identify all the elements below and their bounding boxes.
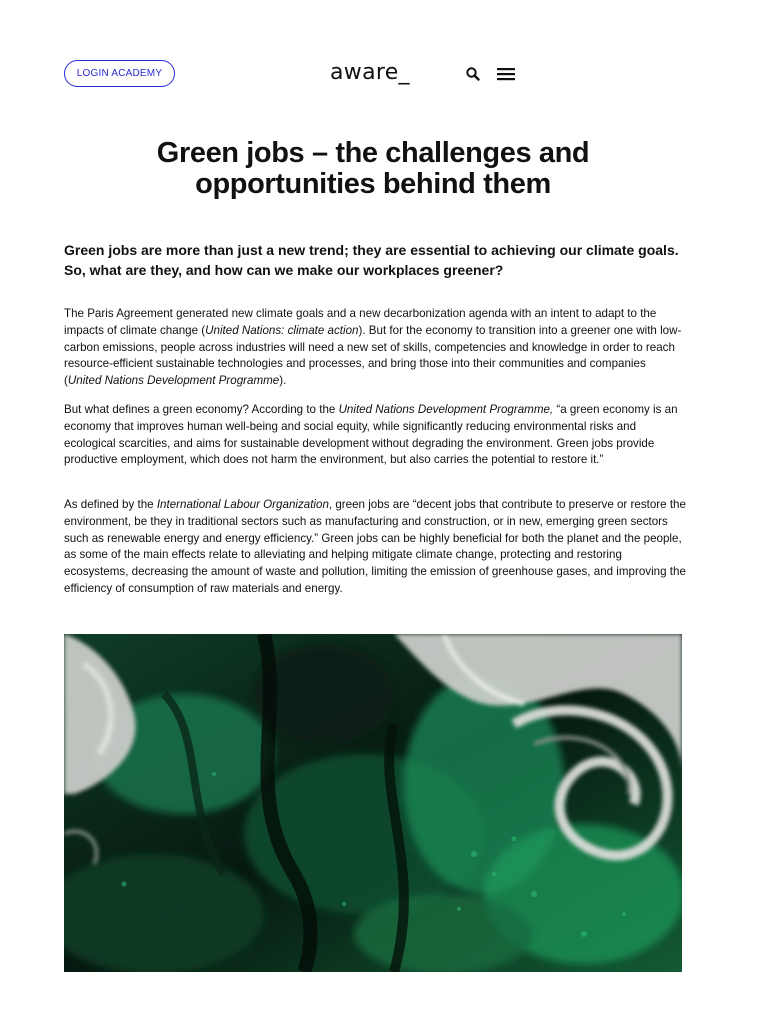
source-reference: United Nations Development Programme, [338,403,554,416]
paragraph-text: As defined by the [64,498,157,511]
source-reference: United Nations: climate action [205,323,359,337]
page-title: Green jobs – the challenges and opportunities behind them [156,137,590,200]
source-reference: International Labour Organization [156,498,329,511]
logo[interactable]: aware_ [330,60,410,85]
article-paragraph-1 [64,306,686,390]
search-icon[interactable] [465,66,481,82]
paragraph-text: ). [279,374,287,388]
article-paragraph-2 [64,402,686,469]
article-paragraph-3 [64,497,686,598]
hamburger-menu-icon[interactable] [497,66,515,82]
source-reference: United Nations Development Programme [67,374,280,388]
paragraph-text: “a green economy is an economy that improves human well-being and social equity, while significantly reducing environmental risks and ecological scarcities, and aims for sustainable development without degrading the environment. Green jobs provide productive employment, which does not harm the environment, but also carries the potential to restore it.” [64,403,678,467]
login-academy-button[interactable]: LOGIN ACADEMY [64,60,175,87]
paragraph-text: , green jobs are “decent jobs that contribute to preserve or restore the environment, be they in traditional sectors such as manufacturing and construction, or in new, emerging green sectors such as renewable energy and energy efficiency.” Green jobs can be highly beneficial for both the planet and the people, as some of the main effects relate to alleviating and helping mitigate climate change, protecting and restoring ecosystems, decreasing the amount of waste and pollution, limiting the emission of greenhouse gases, and improving the efficiency of consumption of raw materials and energy. [64,498,686,595]
paragraph-text: The Paris Agreement generated new climate goals and a new decarbonization agenda with an intent to adapt to the impacts of climate change ( [64,307,657,337]
paragraph-text: ). But for the economy to transition into a greener one with low-carbon emissions, people across industries will need a new set of skills, competencies and knowledge in order to reach resource-efficient sustainable technologies and processes, and bring those into their communities and companies ( [64,323,682,388]
paragraph-text: But what defines a green economy? According to the [64,403,339,416]
article-hero-image [64,634,682,972]
article-intro: Green jobs are more than just a new trend; they are essential to achieving our climate goals. So, what are they, and how can we make our workplaces greener? [64,242,679,278]
site-header [0,0,768,110]
